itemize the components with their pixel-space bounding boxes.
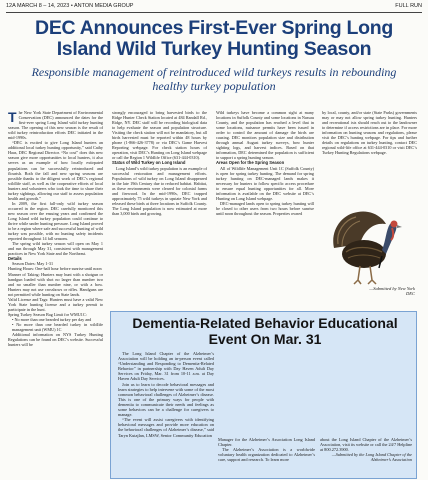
article-column-3 bbox=[216, 110, 314, 216]
paragraph: The Long Island Chapter of the Alzheimer’s Association will be holding an in-person event called “Understanding and Responding to Dementia-Related Behavior” in partnership with Day Haven Adult Day Services on Friday, Mar. 31 from 10-11 a.m. at Day Haven Adult Day Services. bbox=[118, 351, 214, 382]
box-column-2 bbox=[218, 437, 315, 462]
article-deck: Responsible management of reintroduced wild turkeys results in rebounding healthy turkey population bbox=[31, 65, 397, 93]
turkey-photo bbox=[324, 200, 410, 290]
box-column-1 bbox=[118, 351, 214, 438]
paragraph: In 2009, the first fall-only wild turkey season occurred in the region. DEC carefully monitored this new season over the ensuing years and confirmed the Long Island wild turkey population could continue to thrive while under hunting pressure. Long Island proved to be a region where safe and successful hunting of wild turkey was possible, with no hunting safety incidents reported throughout 14 fall seasons. bbox=[8, 200, 103, 242]
paragraph: DEC-managed lands open to spring turkey hunting will be closed to other users from two hours before sunrise until noon throughout the season. Properties owned bbox=[216, 200, 314, 216]
paragraph: Long Island’s wild turkey population is an example of successful restoration and management efforts. Populations of wild turkey on Long Island disappeared in the late 19th Century due to reduced habitat. Habitat, as these environments were cleared for colonial farms and firewood. In the mid-1990s, DEC trapped approximately 75 wild turkeys in upstate New York and released these birds at three locations in Suffolk County. The Long Island population is now estimated at more than 3,000 birds and growing. bbox=[112, 165, 207, 216]
folio: 12A MARCH 8 – 14, 2023 • ANTON MEDIA GROUP bbox=[6, 3, 134, 9]
paragraph: strongly encouraged to bring harvested birds to the Ridge Hunter Check Station located at 484 Randall Rd., Ridge, NY. DEC staff will be recording biological data to help evaluate the season and population structure. Visiting the check station will not be mandatory, but all birds harvested must be reported within 48 hours by phone (1-866-426-3778) or via DEC’s Game Harvest Reporting webpage. For check station hours of operation, visit DEC’s Hunting on Long Island webpage or call the Region 1 Wildlife Office (631-444-0310). bbox=[112, 110, 207, 161]
article-column-4 bbox=[322, 110, 417, 155]
subhead-areas: Areas Open for the Spring Season bbox=[216, 160, 285, 166]
paragraph: Manager for the Alzheimer’s Association Long Island Chapter. bbox=[218, 437, 315, 448]
box-column-3 bbox=[320, 437, 412, 462]
box-credit: —Submitted by the Long Island Chapter of the Alzheimer’s Association bbox=[331, 452, 412, 463]
photo-credit: —Submitted by New York DEC bbox=[369, 286, 415, 296]
article-column-2 bbox=[112, 110, 207, 216]
paragraph: All of Wildlife Management Unit 1C (Suffolk County) is open for spring turkey hunting. The demand for spring turkey hunting on DEC-managed lands makes it necessary for hunters to follow specific access procedure to ensure equal hunting opportunities for all. More information is available on the DEC website at DEC’s Hunting on Long Island webpage. bbox=[216, 165, 314, 201]
paragraph: Join us to learn to decode behavioral messages and learn strategies to help intervene with some of the most common behavioral challenges of Alzheimer’s disease. This is one of the primary ways for people with dementia to communicate their needs and feelings as some behaviors can be a challenge for caregivers to manage. bbox=[118, 381, 214, 418]
drop-cap: T bbox=[8, 109, 17, 125]
paragraph: The Alzheimer’s Association is a worldwide voluntary health organization dedicated to Alzheimer’s care, support and research. To learn more bbox=[218, 447, 315, 463]
page-header bbox=[6, 3, 422, 13]
paragraph: about the Long Island Chapter of the Alzheimer’s Association, visit its website or call the 24/7 Helpline at 800.272.3900. bbox=[320, 437, 413, 453]
box-headline: Dementia-Related Behavior Educational Event On Mar. 31 bbox=[132, 315, 398, 347]
subhead-details: Details bbox=[8, 256, 22, 262]
subhead-status: Status of Wild Turkey on Long Island bbox=[112, 160, 186, 166]
article-column-1 bbox=[8, 110, 103, 347]
paragraph: he New York State Department of Environmental Conservation (DEC) announced the dates for the first-ever spring Long Island wild turkey hunting season. The opening of this new season is the result of wild turkey reintroduction efforts DEC initiated in the mid-1990s. bbox=[8, 110, 103, 141]
paragraph: Additional information on NYS Turkey Hunting Regulations can be found on DEC’s website. Successful hunters will be bbox=[8, 332, 103, 348]
article-headline: DEC Announces First-Ever Spring Long Island Wild Turkey Hunting Season bbox=[35, 17, 393, 60]
details-text: Season Dates: May 1-31 Hunting Hours: One-half hour before sunrise until noon Manner of Taking: Hunters may hunt with a shotgun or handgun loaded with shot no larger than number two and no smaller than number nine, or with a bow. Hunters may not use crossbows or rifles. Handguns are not permitted while hunting on State lands. Valid License and Tags: Hunters must have a valid New York State hunting license and a turkey permit to participate in the hunt. Spring Turkey Season Bag Limit for WMU1C: bbox=[8, 261, 103, 317]
paragraph: The spring wild turkey season will open on May 1 and run through May 31, consistent with management practices in New York State and the Northeast. bbox=[8, 241, 103, 257]
paragraph: “The event will assist caregivers with identifying behavioral messages and provide more education on the behavioral challenges of Alzheimer’s disease,” said Taryn Kutajlan, LMSW, Senior Community Education bbox=[118, 417, 214, 438]
bullet: • No more than one bearded turkey per day and bbox=[12, 316, 92, 322]
bullet: • No more than one bearded turkey in wildlife management unit (WMU) 1C bbox=[12, 321, 103, 333]
paragraph: Wild turkeys have become a common sight at many locations in Suffolk County and some locations in Nassau County, and the population has reached a level that in some locations, nuisance permits have been issued in order to control the amount of damage the birds are causing. DEC monitors population size and distribution through annual August turkey surveys, bow hunter sighting logs, and harvest indices. Based on that information, DEC determined the population is sufficient to support a spring hunting season. bbox=[216, 110, 314, 161]
edition-label: FULL RUN bbox=[395, 3, 422, 9]
paragraph: by local, county, and/or state (State Parks) governments may or may not allow spring turkey hunting. Hunters and recreational ists should reach out to the landowner to determine if access restrictions are in place. For more information on hunting seasons and regulations, please visit the DEC’s hunting webpage. For tips and further details on regulations on turkey hunting, contact DEC regional wild-life office at 631-444-0310 or visit DEC’s Turkey Hunting Regulations webpage. bbox=[322, 110, 417, 156]
paragraph: “DEC is excited to give Long Island hunters an additional local turkey hunting opportunity,” said Cathy Haas, DEC Regional Director. “No cost” does this new season give more opportunities to local hunters, it also serves as an example of how locally extirpated populations can be successfully reintroduced and flourish. Both the fall and new spring seasons are possible thanks to the diligent work of DEC’s regional wildlife staff, as well as the cooperative efforts of local hunters and volunteers who took the time to share their turkey sightings, allowing our staff to assess population health and growth.” bbox=[8, 140, 103, 201]
turkey-icon bbox=[333, 212, 402, 285]
